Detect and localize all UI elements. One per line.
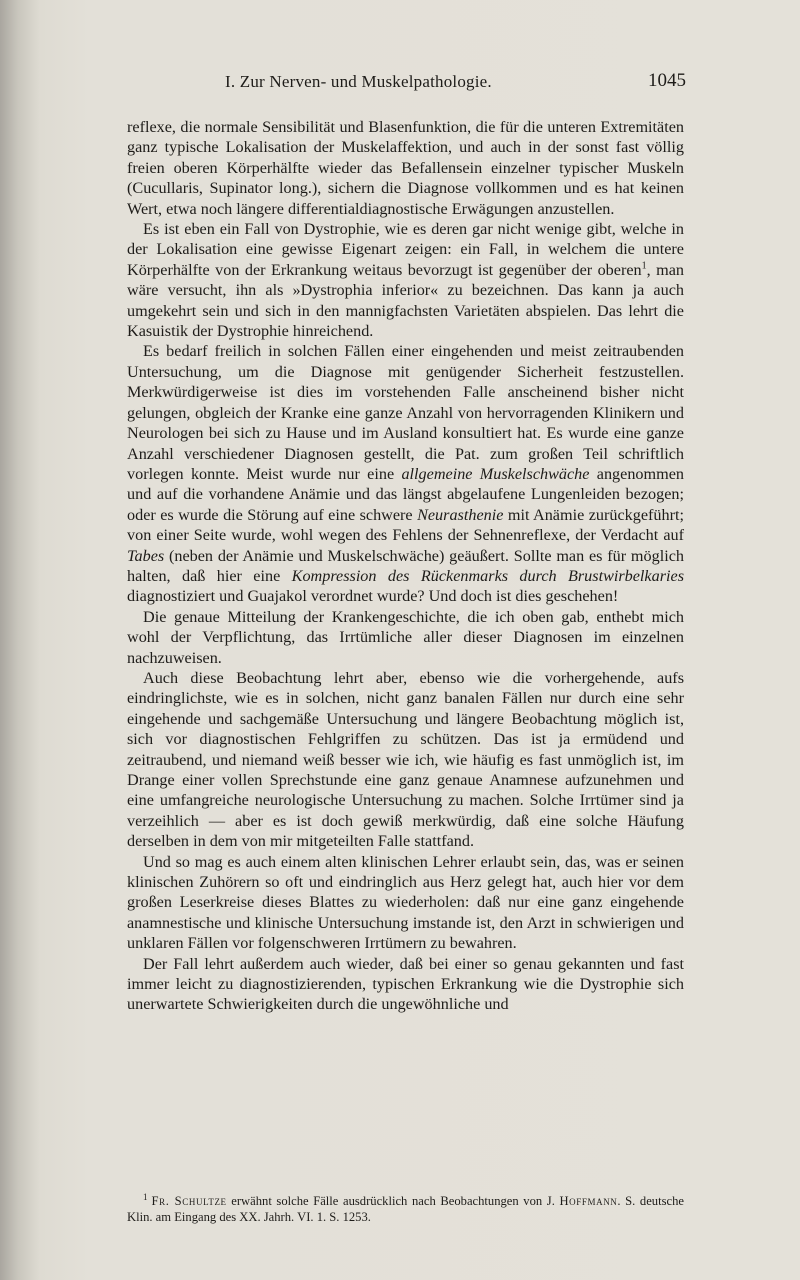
paragraph-3-part-d: (neben der Anämie und Muskelschwäche) geäußert. Sollte man es für möglich halten, daß hier eine (127, 546, 684, 585)
paragraph-3-part-a: Es bedarf freilich in solchen Fällen einer eingehenden und meist zeitraubenden Untersuchung, um die Diagnose mit genügender Sicherheit festzustellen. Merkwürdigerweise ist dies im vorstehenden Falle anscheinend bisher nicht gelungen, obgleich der Kranke eine ganze Anzahl von hervorragenden Klinikern und Neurologen bei sich zu Hause und im Ausland konsultiert hat. Es wurde eine ganze Anzahl verschiedener Diagnosen gestellt, die Pat. zum großen Teil schriftlich vorlegen konnte. Meist wurde nur eine (127, 342, 684, 483)
paragraph-4: Die genaue Mitteilung der Krankengeschichte, die ich oben gab, enthebt mich wohl der Verpflichtung, das Irrtümliche aller dieser Diagnosen im einzelnen nachzuweisen. (127, 607, 684, 667)
emphasis-tabes: Tabes (127, 546, 165, 565)
paragraph-1: reflexe, die normale Sensibilität und Blasenfunktion, die für die unteren Extremitäten ganz typische Lokalisation der Muskelaffektion, und auch in der sonst fast völlig freien oberen Körperhälfte wieder das Befallensein einzelner typischer Muskeln (Cucullaris, Supinator long.), sichern die Diagnose vollkommen und es hat keinen Wert, etwa noch längere differentialdiagnostische Erwägungen anzustellen. (127, 118, 684, 218)
running-header (0, 70, 800, 98)
paragraph-3 (127, 341, 684, 606)
paragraph-5: Auch diese Beobachtung lehrt aber, ebenso wie die vorhergehende, aufs eindringlichste, wie es in solchen, nicht ganz banalen Fällen nur durch eine sehr eingehende und sachgemäße Untersuchung und längere Beobachtung möglich ist, sich vor diagnostischen Fehlgriffen zu schützen. Das ist ja ermüdend und zeitraubend, und niemand weiß besser wie ich, wie häufig es fast unmöglich ist, im Drange einer vollen Sprechstunde eine ganz genaue Anamnese aufzunehmen und eine umfangreiche neurologische Untersuchung zu machen. Solche Irrtümer sind ja verzeihlich — aber es ist doch gewiß merkwürdig, daß eine solche Häufung derselben in dem von mir mitgeteilten Falle stattfand. (127, 668, 684, 851)
footnote-reference: 1 (641, 260, 647, 272)
paragraph-2-part-a: Es ist eben ein Fall von Dystrophie, wie es deren gar nicht wenige gibt, welche in der Lokalisation eine gewisse Eigenart zeigen: ein Fall, in welchem die untere Körperhälfte von der Erkrankung weitaus bevorzugt ist gegenüber der oberen (127, 220, 684, 279)
footnote-author-1: Fr. Schultze (151, 1194, 227, 1208)
paragraph-6: Und so mag es auch einem alten klinischen Lehrer erlaubt sein, das, was er seinen klinischen Zuhörern so oft und eindringlich aus Herz gelegt hat, auch hier vor dem großen Leserkreise dieses Blattes zu wiederholen: daß nur eine ganz eingehende anamnestische und klinische Untersuchung imstande ist, den Arzt in schwierigen und unklaren Fällen vor folgenschweren Irrtümern zu bewahren. (127, 852, 684, 953)
footnote-mark: 1 (143, 1191, 148, 1202)
paragraph-2 (127, 219, 684, 341)
emphasis-neurasthenie: Neurasthenie (417, 505, 504, 524)
footnote-author-2: Hoffmann (559, 1194, 618, 1208)
paragraph-3-part-b: angenommen und auf die vorhandene Anämie und das längst abgelaufene Lungenleiden bezogen; oder es wurde die Störung auf eine schwere (127, 464, 684, 524)
paragraph-7: Der Fall lehrt außerdem auch wieder, daß bei einer so genau gekannten und fast immer leicht zu diagnostizierenden, typischen Erkrankung wie die Dystrophie sich unerwartete Schwierigkeiten durch die ungewöhnliche und (127, 954, 684, 1014)
running-title: I. Zur Nerven- und Muskelpathologie. (225, 72, 492, 91)
footnote (127, 1191, 684, 1225)
page-number: 1045 (648, 70, 686, 91)
emphasis-kompression: Kompression des Rückenmarks durch Brustwirbelkaries (291, 566, 684, 585)
footnote-text-b: . S. deutsche Klin. am Eingang des XX. Jahrh. VI. 1. S. 1253. (127, 1194, 684, 1224)
footnote-text-a: erwähnt solche Fälle ausdrücklich nach Beobachtungen von J. (226, 1194, 560, 1208)
paragraph-3-part-c: mit Anämie zurückgeführt; von einer Seite wurde, wohl wegen des Fehlens der Sehnenreflexe, der Verdacht auf (127, 505, 685, 545)
body-text (127, 117, 684, 1015)
emphasis-muskelschwaeche: allgemeine Muskelschwäche (401, 464, 590, 483)
paragraph-2-part-b: , man wäre versucht, ihn als »Dystrophia inferior« zu bezeichnen. Das kann ja auch umgekehrt sein und sich in den mannigfachsten Varietäten abspielen. Das lehrt die Kasuistik der Dystrophie hinreichend. (127, 260, 684, 341)
paragraph-3-part-e: diagnostiziert und Guajakol verordnet wurde? Und doch ist dies geschehen! (127, 587, 619, 606)
